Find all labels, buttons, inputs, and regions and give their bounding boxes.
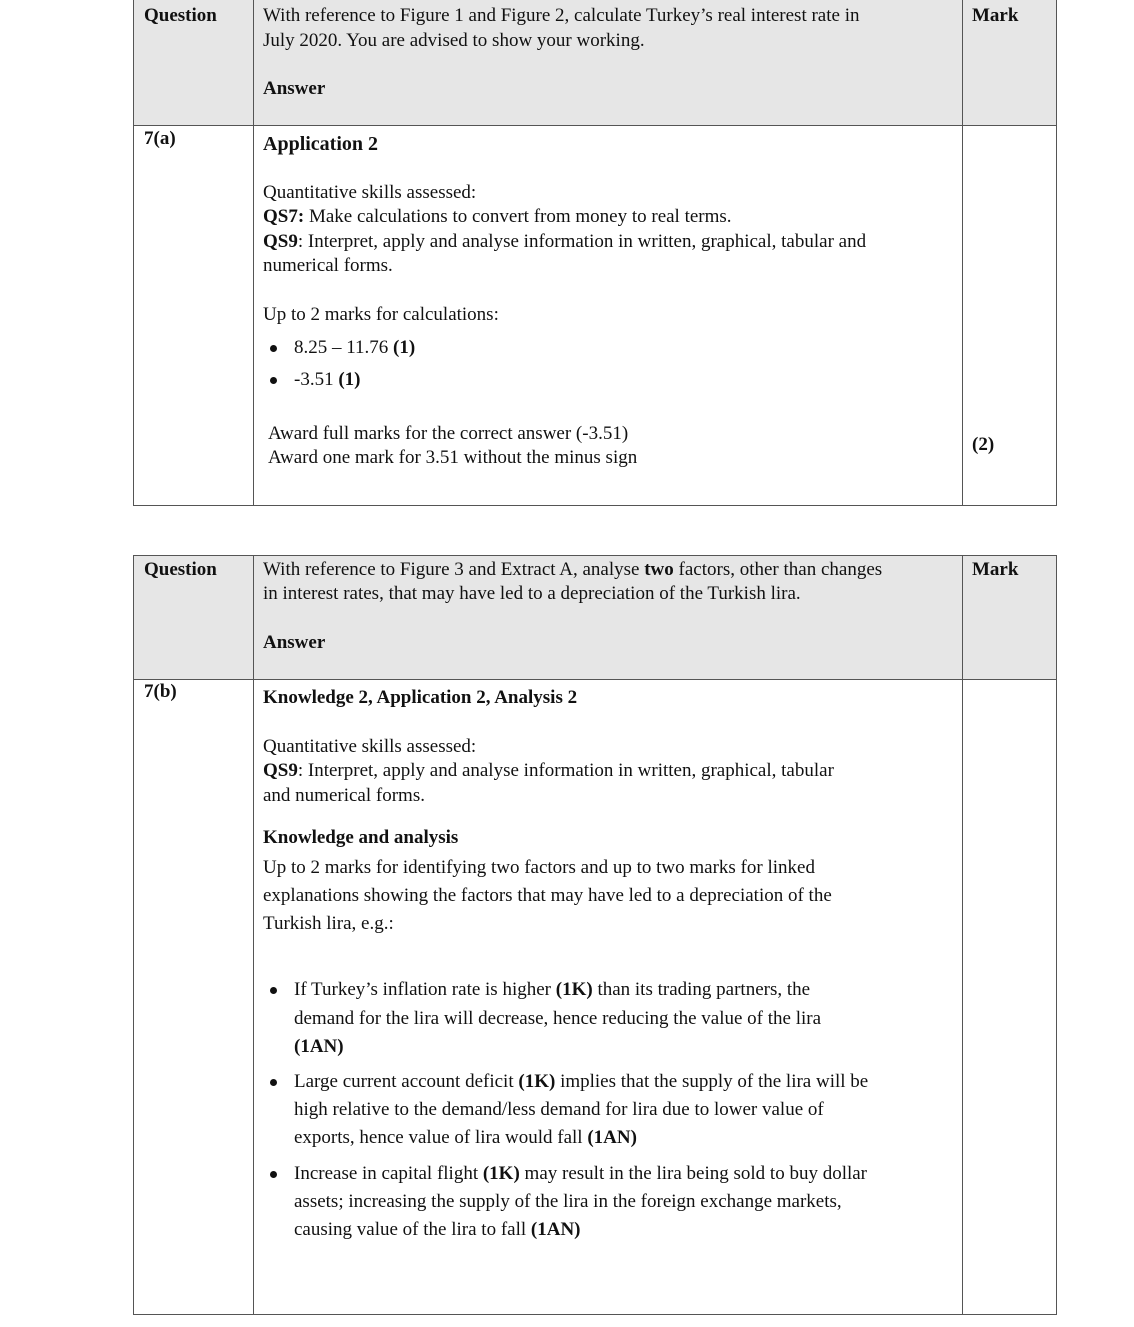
divider (133, 555, 1057, 556)
factor-bullet-line: demand for the lira will decrease, hence reducing the value of the lira (294, 1008, 822, 1029)
bullet-icon (270, 1079, 277, 1086)
calc-bullet: 8.25 – 11.76 (1) (294, 337, 416, 358)
factor-bullet-line: If Turkey’s inflation rate is higher (1K) than its trading partners, the (294, 979, 811, 1000)
question-column-header: Question (144, 559, 217, 580)
bullet-icon (270, 377, 277, 384)
question-prompt-line: in interest rates, that may have led to a depreciation of the Turkish lira. (263, 583, 801, 604)
question-column-header: Question (144, 5, 217, 26)
answer-label: Answer (263, 632, 326, 653)
factor-bullet-line: assets; increasing the supply of the lira in the foreign exchange markets, (294, 1191, 842, 1212)
question-prompt-line: July 2020. You are advised to show your working. (263, 30, 645, 51)
factor-bullet-line: exports, hence value of lira would fall (1AN) (294, 1127, 637, 1148)
calc-bullet: -3.51 (1) (294, 369, 361, 390)
ka-text: Up to 2 marks for identifying two factors and up to two marks for linked (263, 857, 815, 878)
divider (133, 125, 1057, 126)
ka-text: Turkish lira, e.g.: (263, 913, 394, 934)
qs9-line-cont: numerical forms. (263, 255, 393, 276)
ka-heading: Knowledge and analysis (263, 827, 459, 848)
assessment-heading: Knowledge 2, Application 2, Analysis 2 (263, 687, 578, 708)
divider (133, 679, 1057, 680)
qs9-line-cont: and numerical forms. (263, 785, 425, 806)
mark-column-header: Mark (972, 5, 1019, 26)
factor-bullet-line: high relative to the demand/less demand for lira due to lower value of (294, 1099, 824, 1120)
bullet-icon (270, 345, 277, 352)
factor-bullet-line: Large current account deficit (1K) implies that the supply of the lira will be (294, 1071, 869, 1092)
qs-intro: Quantitative skills assessed: (263, 182, 477, 203)
divider (1056, 555, 1057, 1315)
mark-value: (2) (972, 434, 995, 455)
divider (1056, 0, 1057, 506)
ka-text: explanations showing the factors that may have led to a depreciation of the (263, 885, 832, 906)
factor-bullet-line: (1AN) (294, 1036, 344, 1057)
bullet-icon (270, 1171, 277, 1178)
award-note: Award full marks for the correct answer (-3.51) (268, 423, 629, 444)
qs9-line: QS9: Interpret, apply and analyse information in written, graphical, tabular (263, 760, 834, 781)
divider (133, 555, 134, 1315)
divider (253, 0, 254, 506)
qs9-line: QS9: Interpret, apply and analyse information in written, graphical, tabular and (263, 231, 867, 252)
question-number: 7(a) (144, 128, 176, 149)
answer-label: Answer (263, 78, 326, 99)
divider (133, 0, 134, 506)
factor-bullet-line: Increase in capital flight (1K) may result in the lira being sold to buy dollar (294, 1163, 868, 1184)
question-prompt-line: With reference to Figure 3 and Extract A, analyse two factors, other than changes (263, 559, 883, 580)
qs7-line: QS7: Make calculations to convert from money to real terms. (263, 206, 732, 227)
divider (253, 555, 254, 1315)
mark-column-header: Mark (972, 559, 1019, 580)
question-number: 7(b) (144, 681, 177, 702)
calc-intro: Up to 2 marks for calculations: (263, 304, 499, 325)
divider (133, 1314, 1057, 1315)
bullet-icon (270, 987, 277, 994)
qs-intro: Quantitative skills assessed: (263, 736, 477, 757)
divider (962, 0, 963, 506)
assessment-heading: Application 2 (263, 133, 379, 155)
factor-bullet-line: causing value of the lira to fall (1AN) (294, 1219, 581, 1240)
divider (133, 505, 1057, 506)
question-prompt-line: With reference to Figure 1 and Figure 2, calculate Turkey’s real interest rate in (263, 5, 860, 26)
award-note: Award one mark for 3.51 without the minus sign (268, 447, 638, 468)
divider (962, 555, 963, 1315)
